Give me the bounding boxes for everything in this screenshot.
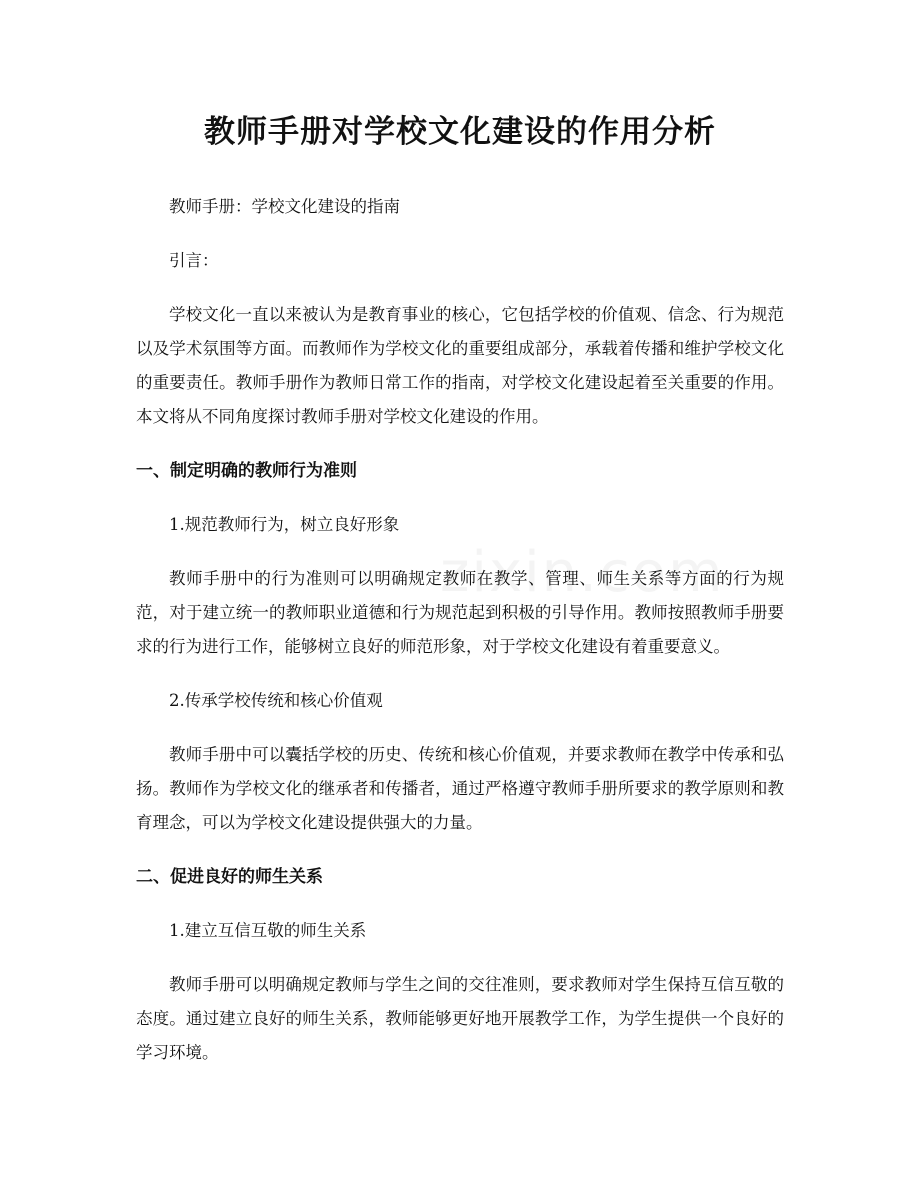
intro-paragraph: 学校文化一直以来被认为是教育事业的核心，它包括学校的价值观、信念、行为规范以及学术氛围等方面。而教师作为学校文化的重要组成部分，承载着传播和维护学校文化的重要责任。教师手册作为教师日常工作的指南，对学校文化建设起着至关重要的作用。本文将从不同角度探讨教师手册对学校文化建设的作用。 [136, 305, 784, 426]
section-heading-2: 二、促进良好的师生关系 [136, 867, 323, 887]
document-title: 教师手册对学校文化建设的作用分析 [204, 114, 716, 150]
subsection-paragraph-2-1: 教师手册可以明确规定教师与学生之间的交往准则，要求教师对学生保持互信互敬的态度。通过建立良好的师生关系，教师能够更好地开展教学工作，为学生提供一个良好的学习环境。 [136, 975, 784, 1062]
subsection-paragraph-1-1: 教师手册中的行为准则可以明确规定教师在教学、管理、师生关系等方面的行为规范，对于建立统一的教师职业道德和行为规范起到积极的引导作用。教师按照教师手册要求的行为进行工作，能够树立良好的师范形象，对于学校文化建设有着重要意义。 [136, 569, 784, 656]
subsection-heading-2-1: 1.建立互信互敬的师生关系 [169, 921, 367, 940]
subsection-heading-1-1: 1.规范教师行为，树立良好形象 [169, 515, 400, 534]
document-subtitle: 教师手册：学校文化建设的指南 [169, 197, 400, 216]
subsection-paragraph-1-2: 教师手册中可以囊括学校的历史、传统和核心价值观，并要求教师在教学中传承和弘扬。教师作为学校文化的继承者和传播者，通过严格遵守教师手册所要求的教学原则和教育理念，可以为学校文化建设提供强大的力量。 [136, 745, 784, 832]
subsection-heading-1-2: 2.传承学校传统和核心价值观 [169, 691, 383, 710]
intro-label: 引言： [169, 251, 219, 270]
section-heading-1: 一、制定明确的教师行为准则 [136, 461, 357, 481]
